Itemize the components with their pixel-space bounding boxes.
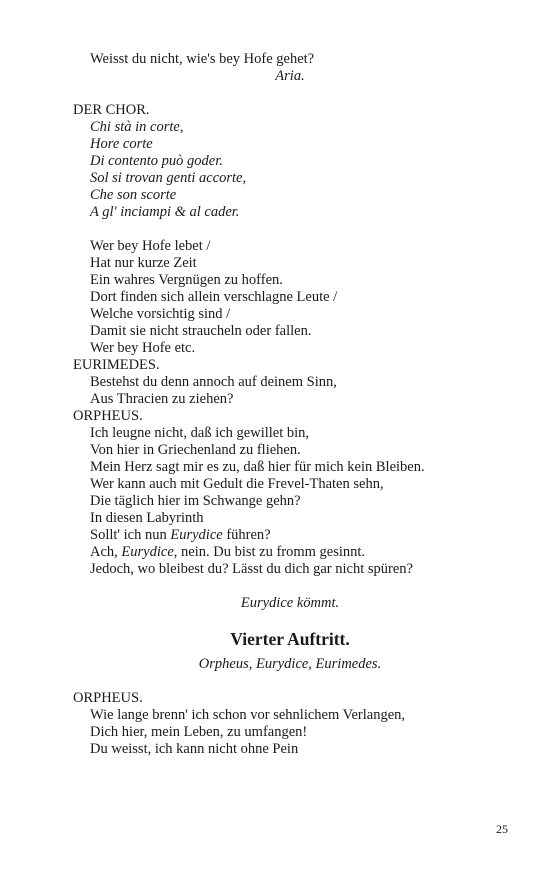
verse-line: Von hier in Griechenland zu fliehen. [90, 442, 301, 458]
character-name: Eurydice [170, 527, 223, 543]
speaker-orpheus: ORPHEUS. [73, 408, 143, 424]
speaker-eurimedes: EURIMEDES. [73, 357, 160, 373]
verse-line: Wer bey Hofe etc. [90, 340, 196, 356]
verse-line: Mein Herz sagt mir es zu, daß hier für mich kein Bleiben. [90, 459, 425, 475]
verse-line: Ein wahres Vergnügen zu hoffen. [90, 272, 283, 288]
speaker-chorus: DER CHOR. [73, 102, 150, 118]
aria-label: Aria. [275, 68, 305, 84]
scene-title: Vierter Auftritt. [230, 629, 350, 649]
speaker-orpheus: ORPHEUS. [73, 690, 143, 706]
verse-line: Du weisst, ich kann nicht ohne Pein [90, 741, 299, 757]
verse-line: Dich hier, mein Leben, zu umfangen! [90, 724, 308, 740]
verse-line: Wer bey Hofe lebet / [90, 238, 211, 254]
verse-line: Ich leugne nicht, daß ich gewillet bin, [90, 425, 310, 441]
verse-line [90, 527, 271, 544]
verse-line-italian: Di contento può goder. [90, 153, 223, 169]
stage-direction: Eurydice kömmt. [240, 595, 340, 611]
verse-line-italian: A gl' inciampi & al cader. [90, 204, 240, 220]
verse-line: Weisst du nicht, wie's bey Hofe gehet? [90, 51, 315, 67]
verse-line [90, 544, 365, 561]
verse-line: In diesen Labyrinth [90, 510, 204, 526]
verse-text: Ach, [90, 544, 122, 560]
verse-line: Damit sie nicht straucheln oder fallen. [90, 323, 312, 339]
verse-line-italian: Sol si trovan genti accorte, [90, 170, 247, 186]
verse-line: Wer kann auch mit Gedult die Frevel-Thaten sehn, [90, 476, 384, 492]
verse-line-italian: Chi stà in corte, [90, 119, 184, 135]
verse-line: Aus Thracien zu ziehen? [90, 391, 234, 407]
verse-text: Sollt' ich nun [90, 527, 171, 543]
character-name: Eurydice [121, 544, 174, 560]
verse-line: Die täglich hier im Schwange gehn? [90, 493, 301, 509]
scene-characters: Orpheus, Eurydice, Eurimedes. [198, 656, 382, 672]
verse-line-italian: Che son scorte [90, 187, 177, 203]
verse-line: Wie lange brenn' ich schon vor sehnlichem Verlangen, [90, 707, 406, 723]
verse-line: Jedoch, wo bleibest du? Lässt du dich gar nicht spüren? [90, 561, 413, 577]
verse-line: Welche vorsichtig sind / [90, 306, 231, 322]
page-number: 25 [496, 822, 508, 836]
verse-line: Hat nur kurze Zeit [90, 255, 197, 271]
verse-text: , nein. Du bist zu fromm gesinnt. [173, 544, 366, 560]
verse-text: führen? [222, 527, 271, 543]
verse-line: Bestehst du denn annoch auf deinem Sinn, [90, 374, 337, 390]
verse-line-italian: Hore corte [90, 136, 153, 152]
verse-line: Dort finden sich allein verschlagne Leute / [90, 289, 338, 305]
